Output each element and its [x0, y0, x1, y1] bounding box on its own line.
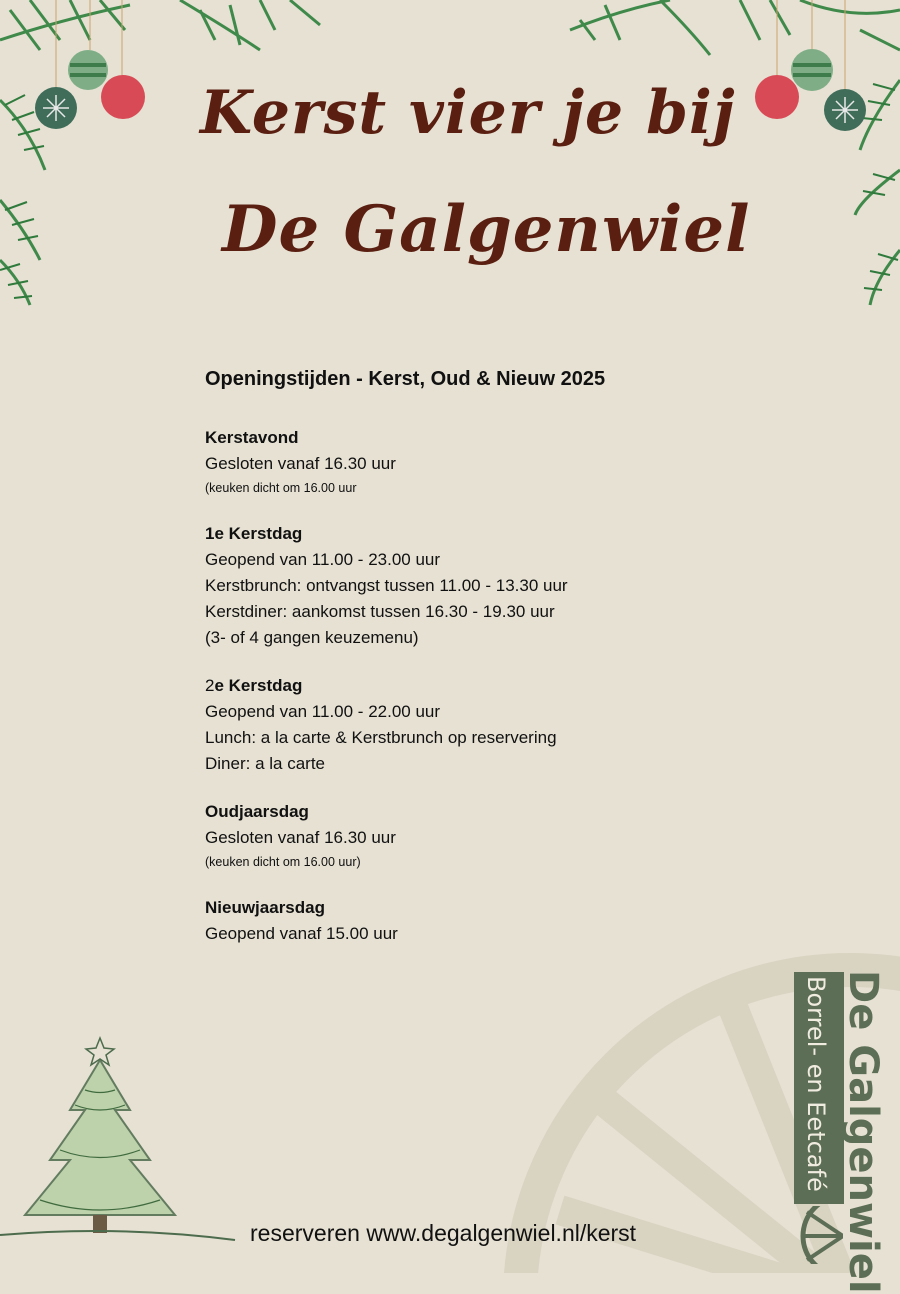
logo-name: De Galgenwiel — [840, 970, 886, 1294]
opening-hours-heading: Openingstijden - Kerst, Oud & Nieuw 2025 — [205, 368, 606, 390]
section-title: 1e Kerstdag — [205, 524, 303, 543]
section-line: Lunch: a la carte & Kerstbrunch op reservering — [205, 728, 557, 747]
section-line: Geopend van 11.00 - 23.00 uur — [205, 550, 441, 569]
christmas-tree-icon — [0, 1030, 240, 1260]
section-title: Kerstavond — [205, 428, 299, 447]
section-note: (keuken dicht om 16.00 uur — [205, 481, 357, 495]
section-line: Geopend van 11.00 - 22.00 uur — [205, 702, 441, 721]
section-title-rest: e Kerstdag — [214, 676, 303, 695]
logo-tagline: Borrel- en Eetcafé — [802, 976, 830, 1192]
title-line-2: De Galgenwiel — [222, 192, 751, 267]
section-kerstavond — [205, 425, 705, 499]
section-title: Nieuwjaarsdag — [205, 898, 325, 917]
title-line-1: Kerst vier je bij — [200, 78, 736, 148]
section-note: (keuken dicht om 16.00 uur) — [205, 855, 361, 869]
section-line: Gesloten vanaf 16.30 uur — [205, 454, 396, 473]
section-line: Kerstbrunch: ontvangst tussen 11.00 - 13.30 uur — [205, 576, 568, 595]
section-oudjaarsdag — [205, 799, 705, 873]
section-2e-kerstdag — [205, 673, 705, 777]
section-line: Diner: a la carte — [205, 754, 325, 773]
section-nieuwjaarsdag — [205, 895, 705, 947]
section-title-prefix: 2 — [205, 676, 215, 695]
section-line: Geopend vanaf 15.00 uur — [205, 924, 398, 943]
section-line: Kerstdiner: aankomst tussen 16.30 - 19.30 uur — [205, 602, 555, 621]
reservation-link[interactable]: reserveren www.degalgenwiel.nl/kerst — [250, 1220, 637, 1246]
section-1e-kerstdag — [205, 521, 705, 651]
section-line: (3- of 4 gangen keuzemenu) — [205, 628, 419, 647]
section-line: Gesloten vanaf 16.30 uur — [205, 828, 396, 847]
logo-wheel-icon — [797, 1206, 843, 1264]
section-title — [205, 673, 705, 699]
opening-hours — [205, 368, 705, 969]
section-title: Oudjaarsdag — [205, 802, 309, 821]
